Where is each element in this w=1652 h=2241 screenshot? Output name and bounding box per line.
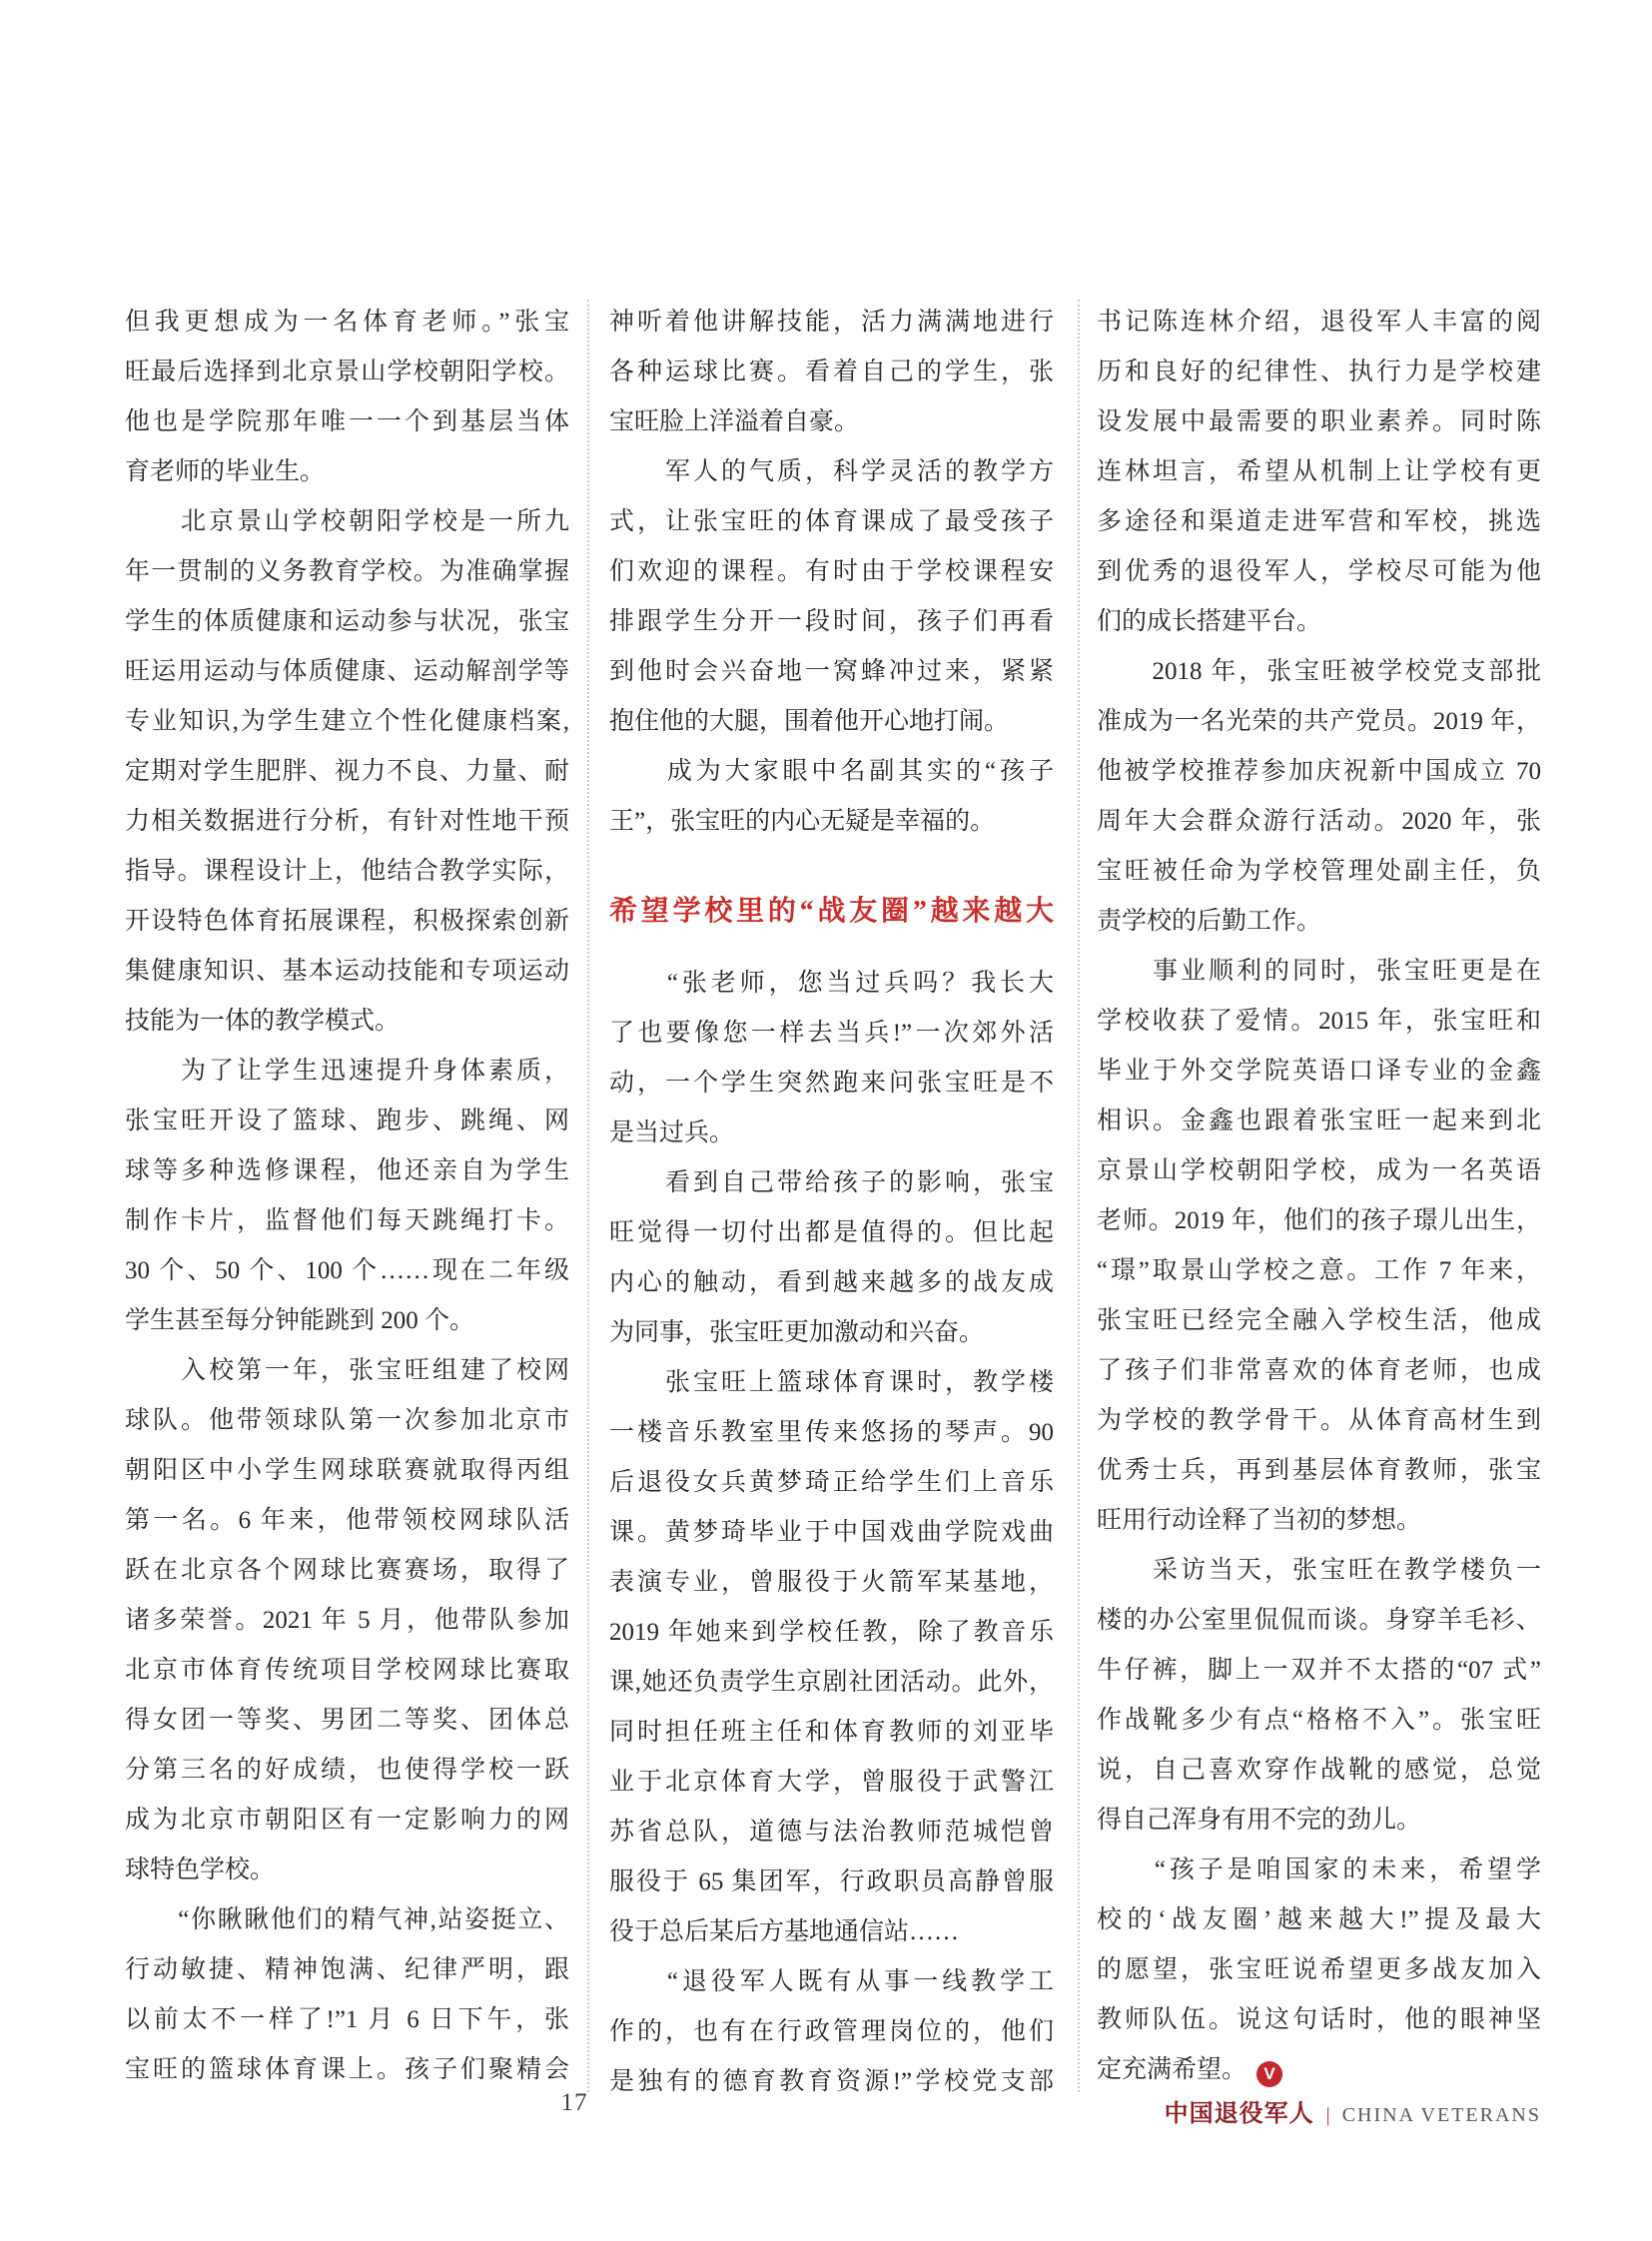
text-line: 北京市体育传统项目学校网球比赛取 <box>125 1657 569 1684</box>
text-line: 各种运球比赛。看着自己的学生，张 <box>609 359 1054 385</box>
text-line: 旺运用运动与体质健康、运动解剖学等 <box>125 658 569 685</box>
text-line: 以前太不一样了!”1 月 6 日下午，张 <box>125 2006 569 2033</box>
text-line: 旺最后选择到北京景山学校朝阳学校。 <box>125 359 569 385</box>
text-line: 开设特色体育拓展课程，积极探索创新 <box>125 908 569 935</box>
text-line: 旺用行动诠释了当初的梦想。 <box>1097 1507 1422 1534</box>
text-line: 球队。他带领球队第一次参加北京市 <box>125 1407 569 1434</box>
text-line: 学生的体质健康和运动参与状况，张宝 <box>125 608 569 635</box>
text-line: 课。黄梦琦毕业于中国戏曲学院戏曲 <box>609 1519 1054 1546</box>
text-line: 设发展中最需要的职业素养。同时陈 <box>1097 408 1541 435</box>
article-end-mark-icon: V <box>1256 2061 1282 2087</box>
text-line: 牛仔裤，脚上一双并不太搭的“07 式” <box>1097 1657 1541 1684</box>
text-line: 学校收获了爱情。2015 年，张宝旺和 <box>1097 1008 1541 1035</box>
text-line: 事业顺利的同时，张宝旺更是在 <box>1097 958 1541 985</box>
column-2-text-top <box>609 298 1054 847</box>
text-line: 楼的办公室里侃侃而谈。身穿羊毛衫、 <box>1097 1607 1541 1634</box>
text-line: “孩子是咱国家的未来，希望学 <box>1097 1857 1541 1883</box>
text-line: 服役于 65 集团军，行政职员高静曾服 <box>609 1868 1054 1895</box>
text-line: 军人的气质，科学灵活的教学方 <box>609 458 1054 485</box>
text-line: 连林坦言，希望从机制上让学校有更 <box>1097 458 1541 485</box>
text-line: 优秀士兵，再到基层体育教师，张宝 <box>1097 1457 1541 1484</box>
magazine-title-cn: 中国退役军人 <box>1164 2101 1314 2127</box>
text-line: 分第三名的好成绩，也使得学校一跃 <box>125 1757 569 1784</box>
text-line: 的愿望，张宝旺说希望更多战友加入 <box>1097 1956 1541 1983</box>
text-line: 指导。课程设计上，他结合教学实际， <box>125 858 569 885</box>
text-line: 作的，也有在行政管理岗位的，他们 <box>609 2018 1054 2045</box>
text-line: 责学校的后勤工作。 <box>1097 908 1322 935</box>
text-line: 行动敏捷、精神饱满、纪律严明，跟 <box>125 1956 569 1983</box>
text-line: 跃在北京各个网球比赛赛场，取得了 <box>125 1557 569 1584</box>
text-line: 神听着他讲解技能，活力满满地进行 <box>609 309 1054 336</box>
text-line: 为学校的教学骨干。从体育高材生到 <box>1097 1407 1541 1434</box>
text-line: 入校第一年，张宝旺组建了校网 <box>125 1357 569 1384</box>
text-line: 宝旺脸上洋溢着自豪。 <box>609 408 860 435</box>
text-line: 球特色学校。 <box>125 1857 276 1883</box>
text-line: 但我更想成为一名体育老师。”张宝 <box>125 309 569 336</box>
text-line: 内心的触动，看到越来越多的战友成 <box>609 1269 1054 1296</box>
text-line: 老师。2019 年，他们的孩子璟儿出生， <box>1097 1207 1541 1234</box>
footer-separator: | <box>1325 2104 1330 2126</box>
text-line: 第一名。6 年来，他带领校网球队活 <box>125 1507 569 1534</box>
footer-brand <box>1165 2093 1541 2128</box>
text-line: 式，让张宝旺的体育课成了最受孩子 <box>609 508 1054 535</box>
text-line: “璟”取景山学校之意。工作 7 年来， <box>1097 1257 1541 1284</box>
article-column-1 <box>125 298 569 2095</box>
text-line: 准成为一名光荣的共产党员。2019 年， <box>1097 708 1541 735</box>
text-line: 们的成长搭建平台。 <box>1097 608 1322 635</box>
text-line: 得女团一等奖、男团二等奖、团体总 <box>125 1707 569 1734</box>
text-line: 书记陈连林介绍，退役军人丰富的阅 <box>1097 309 1541 336</box>
text-line: 王”，张宝旺的内心无疑是幸福的。 <box>609 808 996 835</box>
text-line: 成为大家眼中名副其实的“孩子 <box>609 758 1054 785</box>
article-column-3 <box>1097 298 1541 2095</box>
text-line: 周年大会群众游行活动。2020 年，张 <box>1097 808 1541 835</box>
text-line: 了孩子们非常喜欢的体育老师，也成 <box>1097 1357 1541 1384</box>
text-line: 张宝旺上篮球体育课时，教学楼 <box>609 1369 1054 1396</box>
page-number: 17 <box>560 2089 588 2116</box>
text-line: 2019 年她来到学校任教，除了教音乐 <box>609 1619 1054 1646</box>
text-line: 历和良好的纪律性、执行力是学校建 <box>1097 359 1541 385</box>
text-line: 得自己浑身有用不完的劲儿。 <box>1097 1807 1422 1834</box>
article-column-2 <box>609 298 1054 2107</box>
text-line: “退役军人既有从事一线教学工 <box>609 1968 1054 1995</box>
text-line: 为了让学生迅速提升身体素质， <box>125 1058 569 1085</box>
text-line: 他也是学院那年唯一一个到基层当体 <box>125 408 569 435</box>
text-line: 旺觉得一切付出都是值得的。但比起 <box>609 1219 1054 1246</box>
text-line: 集健康知识、基本运动技能和专项运动 <box>125 958 569 985</box>
text-line: 是独有的德育教育资源!”学校党支部 <box>609 2068 1054 2095</box>
text-line: 为同事，张宝旺更加激动和兴奋。 <box>609 1319 985 1346</box>
text-line: 京景山学校朝阳学校，成为一名英语 <box>1097 1157 1541 1184</box>
column-divider <box>587 300 589 2092</box>
text-line: 张宝旺已经完全融入学校生活，他成 <box>1097 1307 1541 1334</box>
text-line: 抱住他的大腿，围着他开心地打闹。 <box>609 708 1010 735</box>
text-line: 后退役女兵黄梦琦正给学生们上音乐 <box>609 1469 1054 1496</box>
text-line: 宝旺的篮球体育课上。孩子们聚精会 <box>125 2056 569 2083</box>
text-line: 说，自己喜欢穿作战靴的感觉，总觉 <box>1097 1757 1541 1784</box>
text-line: 技能为一体的教学模式。 <box>125 1008 401 1035</box>
text-line: 了也要像您一样去当兵!”一次郊外活 <box>609 1020 1054 1047</box>
text-line: 同时担任班主任和体育教师的刘亚毕 <box>609 1719 1054 1746</box>
text-line: “张老师，您当过兵吗？我长大 <box>609 970 1054 997</box>
text-line: 宝旺被任命为学校管理处副主任，负 <box>1097 858 1541 885</box>
text-line: 到优秀的退役军人，学校尽可能为他 <box>1097 558 1541 585</box>
text-line: 多途径和渠道走进军营和军校，挑选 <box>1097 508 1541 535</box>
text-line: 球等多种选修课程，他还亲自为学生 <box>125 1157 569 1184</box>
text-line: 役于总后某后方基地通信站…… <box>609 1918 960 1945</box>
text-line: 相识。金鑫也跟着张宝旺一起来到北 <box>1097 1108 1541 1134</box>
text-line: 表演专业，曾服役于火箭军某基地， <box>609 1569 1054 1596</box>
text-line: 2018 年，张宝旺被学校党支部批 <box>1097 658 1541 685</box>
text-line: 年一贯制的义务教育学校。为准确掌握 <box>125 558 569 585</box>
text-line: 一楼音乐教室里传来悠扬的琴声。90 <box>609 1419 1054 1446</box>
text-line: 排跟学生分开一段时间，孩子们再看 <box>609 608 1054 635</box>
text-line: 张宝旺开设了篮球、跑步、跳绳、网 <box>125 1108 569 1134</box>
text-line: 他被学校推荐参加庆祝新中国成立 70 <box>1097 758 1541 785</box>
text-line: 作战靴多少有点“格格不入”。张宝旺 <box>1097 1707 1541 1734</box>
text-line: 校的‘战友圈’越来越大!”提及最大 <box>1097 1906 1541 1933</box>
text-line: “你瞅瞅他们的精气神,站姿挺立、 <box>125 1906 569 1933</box>
column-divider <box>1078 300 1080 2092</box>
text-line: 们欢迎的课程。有时由于学校课程安 <box>609 558 1054 585</box>
text-line: 定期对学生肥胖、视力不良、力量、耐 <box>125 758 569 785</box>
text-line: 定充满希望。 V <box>1097 2045 1541 2095</box>
text-line: 采访当天，张宝旺在教学楼负一 <box>1097 1557 1541 1584</box>
text-line: 30 个、50 个、100 个……现在二年级 <box>125 1257 569 1284</box>
text-line: 制作卡片，监督他们每天跳绳打卡。 <box>125 1207 569 1234</box>
magazine-title-en: CHINA VETERANS <box>1341 2104 1541 2126</box>
text-line: 诸多荣誉。2021 年 5 月，他带队参加 <box>125 1607 569 1634</box>
text-line: 朝阳区中小学生网球联赛就取得丙组 <box>125 1457 569 1484</box>
text-line: 毕业于外交学院英语口译专业的金鑫 <box>1097 1058 1541 1085</box>
text-line: 看到自己带给孩子的影响，张宝 <box>609 1169 1054 1196</box>
text-line: 教师队伍。说这句话时，他的眼神坚 <box>1097 2006 1541 2033</box>
text-line: 业于北京体育大学，曾服役于武警江 <box>609 1769 1054 1796</box>
text-line: 专业知识,为学生建立个性化健康档案, <box>125 708 569 735</box>
text-line: 成为北京市朝阳区有一定影响力的网 <box>125 1807 569 1834</box>
text-line: 北京景山学校朝阳学校是一所九 <box>125 508 569 535</box>
text-line: 力相关数据进行分析，有针对性地干预 <box>125 808 569 835</box>
text-line: 育老师的毕业生。 <box>125 458 326 485</box>
section-heading: 希望学校里的“战友圈”越来越大 <box>609 896 1054 927</box>
text-line: 到他时会兴奋地一窝蜂冲过来，紧紧 <box>609 658 1054 685</box>
text-line: 苏省总队，道德与法治教师范城恺曾 <box>609 1819 1054 1846</box>
text-line: 课,她还负责学生京剧社团活动。此外， <box>609 1669 1054 1696</box>
text-line: 学生甚至每分钟能跳到 200 个。 <box>125 1307 475 1334</box>
text-line: 动，一个学生突然跑来问张宝旺是不 <box>609 1070 1054 1097</box>
column-2-text-bottom <box>609 959 1054 2107</box>
text-line: 是当过兵。 <box>609 1120 735 1146</box>
